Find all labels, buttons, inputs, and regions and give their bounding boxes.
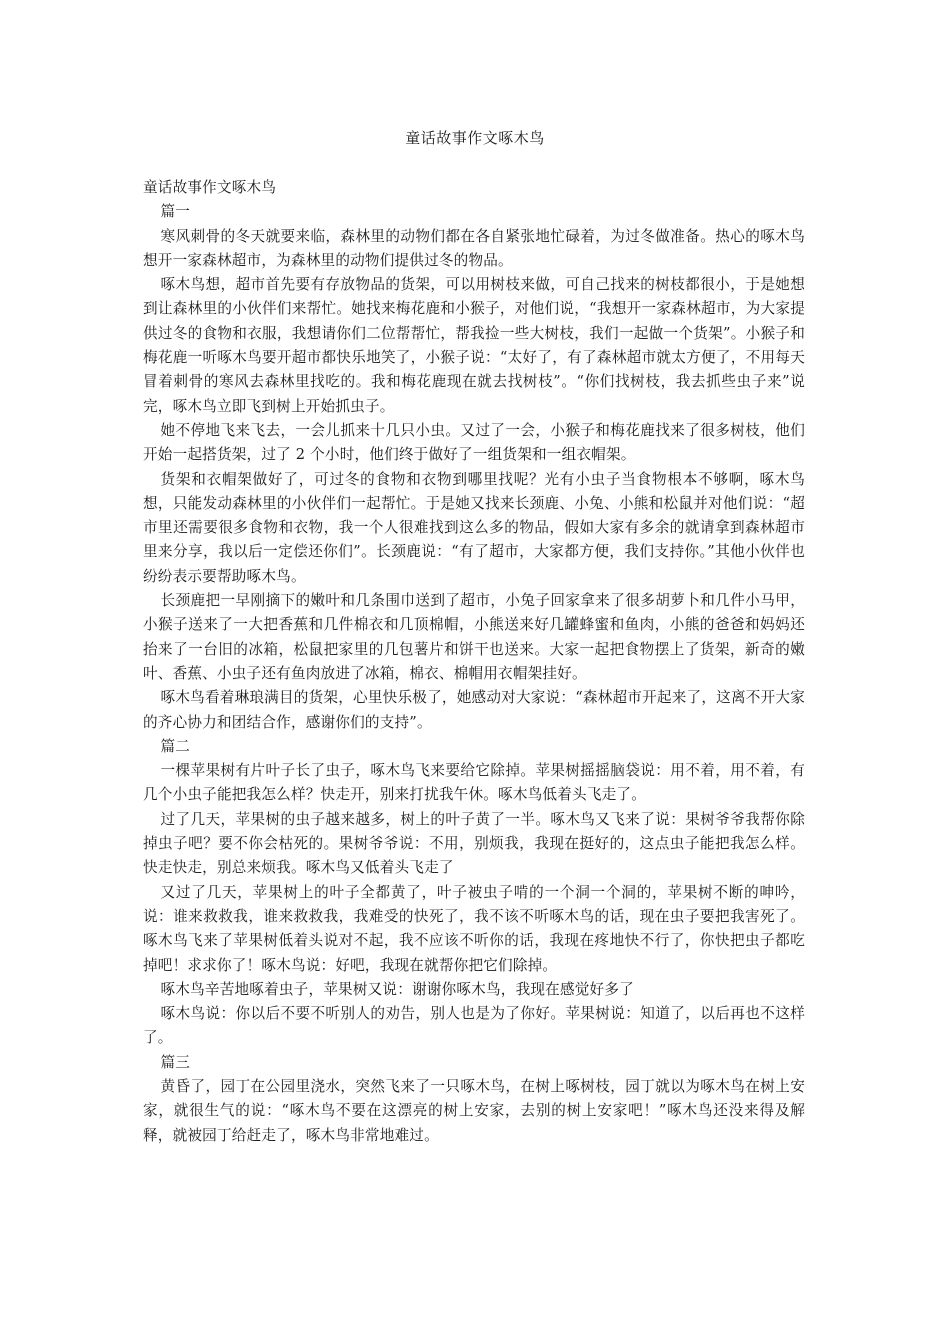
section-label-3: 篇三 (160, 1053, 191, 1071)
paragraph: 货架和衣帽架做好了，可过冬的食物和衣物到哪里找呢？光有小虫子当食物根本不够啊，啄木鸟想，只能发动森林里的小伙伴们一起帮忙。于是她又找来长颈鹿、小兔、小熊和松鼠并对他们说：“超市里还需要很多食物和衣物，我一个人很难找到这么多的物品，假如大家有多余的就请拿到森林超市里来分享，我以后一定偿还你们”。长颈鹿说：“有了超市，大家都方便，我们支持你。”其他小伙伴也纷纷表示要帮助啄木鸟。 (143, 470, 805, 585)
paragraph: 长颈鹿把一早刚摘下的嫩叶和几条围巾送到了超市，小兔子回家拿来了很多胡萝卜和几件小马甲，小猴子送来了一大把香蕉和几件棉衣和几顶棉帽，小熊送来好几罐蜂蜜和鱼肉，小熊的爸爸和妈妈还抬来了一台旧的冰箱，松鼠把家里的几包薯片和饼干也送来。大家一起把食物摆上了货架，新奇的嫩叶、香蕉、小虫子还有鱼肉放进了冰箱，棉衣、棉帽用衣帽架挂好。 (143, 592, 805, 682)
paragraph: 啄木鸟想，超市首先要有存放物品的货架，可以用树枝来做，可自己找来的树枝都很小，于是她想到让森林里的小伙伴们来帮忙。她找来梅花鹿和小猴子，对他们说，“我想开一家森林超市，为大家提供过冬的食物和衣服，我想请你们二位帮帮忙，帮我捡一些大树枝，我们一起做一个货架”。小猴子和梅花鹿一听啄木鸟要开超市都快乐地笑了，小猴子说：“太好了，有了森林超市就太方便了，不用每天冒着刺骨的寒风去森林里找吃的。我和梅花鹿现在就去找树枝”。“你们找树枝，我去抓些虫子来”说完，啄木鸟立即飞到树上开始抓虫子。 (143, 276, 805, 415)
document-body (143, 176, 805, 1148)
paragraph: 黄昏了，园丁在公园里浇水，突然飞来了一只啄木鸟，在树上啄树枝，园丁就以为啄木鸟在树上安家，就很生气的说：“啄木鸟不要在这漂亮的树上安家，去别的树上安家吧！”啄木鸟还没来得及解释，就被园丁给赶走了，啄木鸟非常地难过。 (143, 1077, 805, 1144)
paragraph: 啄木鸟说：你以后不要不听别人的劝告，别人也是为了你好。苹果树说：知道了，以后再也不这样了。 (143, 1005, 805, 1047)
section-label-1: 篇一 (160, 203, 191, 221)
paragraph: 一棵苹果树有片叶子长了虫子，啄木鸟飞来要给它除掉。苹果树摇摇脑袋说：用不着，用不着，有几个小虫子能把我怎么样？快走开，别来打扰我午休。啄木鸟低着头飞走了。 (143, 762, 805, 804)
paragraph: 啄木鸟辛苦地啄着虫子，苹果树又说：谢谢你啄木鸟，我现在感觉好多了 (160, 980, 634, 998)
paragraph: 寒风刺骨的冬天就要来临，森林里的动物们都在各自紧张地忙碌着，为过冬做准备。热心的啄木鸟想开一家森林超市，为森林里的动物们提供过冬的物品。 (143, 227, 805, 269)
paragraph: 她不停地飞来飞去，一会儿抓来十几只小虫。又过了一会，小猴子和梅花鹿找来了很多树枝，他们开始一起搭货架，过了 2 个小时，他们终于做好了一组货架和一组衣帽架。 (143, 421, 805, 464)
section-label-2: 篇二 (160, 737, 191, 755)
paragraph: 过了几天，苹果树的虫子越来越多，树上的叶子黄了一半。啄木鸟又飞来了说：果树爷爷我帮你除掉虫子吧？要不你会枯死的。果树爷爷说：不用，别烦我，我现在挺好的，这点虫子能把我怎么样。快走快走，别总来烦我。啄木鸟又低着头飞走了 (143, 810, 805, 877)
paragraph: 又过了几天，苹果树上的叶子全都黄了，叶子被虫子啃的一个洞一个洞的，苹果树不断的呻吟，说：谁来救救我，谁来救救我，我难受的快死了，我不该不听啄木鸟的话，现在虫子要把我害死了。啄木鸟飞来了苹果树低着头说对不起，我不应该不听你的话，我现在疼地快不行了，你快把虫子都吃掉吧！求求你了！啄木鸟说：好吧，我现在就帮你把它们除掉。 (143, 883, 805, 974)
paragraph: 啄木鸟看着琳琅满目的货架，心里快乐极了，她感动对大家说：“森林超市开起来了，这离不开大家的齐心协力和团结合作，感谢你们的支持”。 (143, 689, 805, 731)
document-title: 童话故事作文啄木鸟 (405, 129, 545, 147)
document-subtitle: 童话故事作文啄木鸟 (143, 179, 277, 196)
